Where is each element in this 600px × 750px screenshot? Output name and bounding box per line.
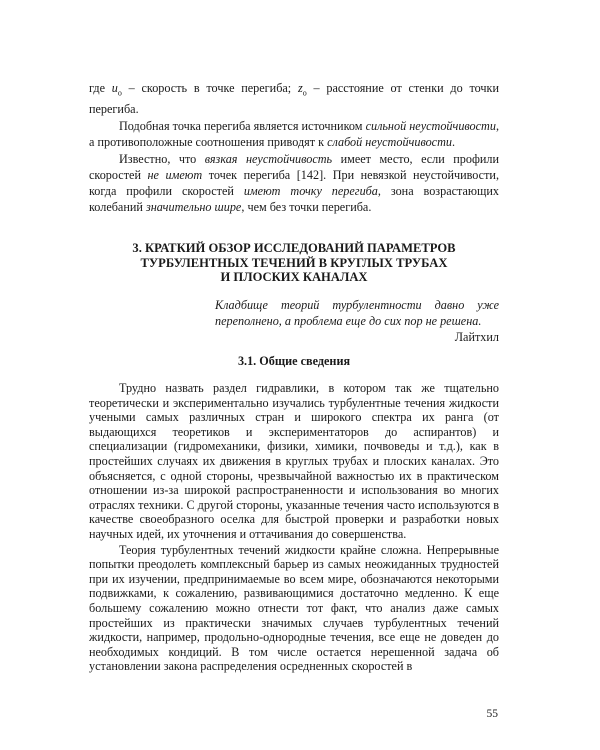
epigraph-author: Лайтхил (454, 330, 499, 344)
page-number: 55 (486, 708, 498, 720)
section-heading-line: ТУРБУЛЕНТНЫХ ТЕЧЕНИЙ В КРУГЛЫХ ТРУБАХ (140, 255, 448, 270)
main-text-block (89, 381, 499, 674)
paragraph-viscous-instability: Известно, что вязкая неустойчивость имеет место, если профили скоростей не имеют точек перегиба [142]. При невязкой неустойчивости, когда профили скоростей имеют точку перегиба, зона возрастающих колебаний значительно шире, чем без точки перегиба. (89, 152, 499, 215)
section-heading (89, 241, 499, 285)
section-heading-line: 3. КРАТКИЙ ОБЗОР ИССЛЕДОВАНИЙ ПАРАМЕТРОВ (132, 241, 456, 255)
subsection-title: 3.1. Общие сведения (237, 354, 351, 368)
paragraph-inflection-point: Подобная точка перегиба является источником сильной неустойчивости, а противоположные соотношения приводят к слабой неустойчивости. (89, 119, 500, 150)
paragraph-definitions: где $u_o$ – скорость в точке перегиба; $z_o$ – расстояние от стенки до точки перегиба. (89, 81, 499, 117)
epigraph (215, 297, 499, 345)
epigraph-quote: Кладбище теорий турбулентности давно уже переполнено, а проблема еще до сих пор не решена. (215, 298, 499, 328)
section-heading-line: И ПЛОСКИХ КАНАЛАХ (220, 270, 368, 284)
paragraph-main-1: Трудно назвать раздел гидравлики, в котором так же тщательно теоретически и экспериментально изучались турбулентные течения жидкости учеными самых различных стран и широкого спектра их ранга (от выдающихся теоретиков и экспериментаторов до аспирантов) и специализации (гидромеханики, физики, химики, почвоведы и т.д.), как в простейших случаях их движения в круглых трубах и плоских каналах. Это объясняется, с одной стороны, чрезвычайной важностью их в практическом отношении из-за широкой распространенности и использования во многих отраслях техники. С другой стороны, указанные течения часто используются в качестве своеобразного оселка для быстрой проверки и разработки новых научных идей, их уточнения и оттачивания до совершенства. (89, 381, 499, 541)
paragraph-main-2: Теория турбулентных течений жидкости крайне сложна. Непрерывные попытки преодолеть комплексный барьер из самых неожиданных трудностей при их изучении, предпринимаемые во всем мире, обозначаются некоторыми подвижками, к сожалению, развивающимися достаточно медленно. К еще большему сожалению можно отнести тот факт, что анализ даже самых простейших из практически значимых случаев турбулентных течений жидкости, например, продольно-однородные течения, все еще не доведен до необходимых кондиций. В том числе остается нерешенной задача об установлении закона распределения осредненных скоростей в (89, 542, 499, 674)
top-text-block (89, 80, 499, 215)
